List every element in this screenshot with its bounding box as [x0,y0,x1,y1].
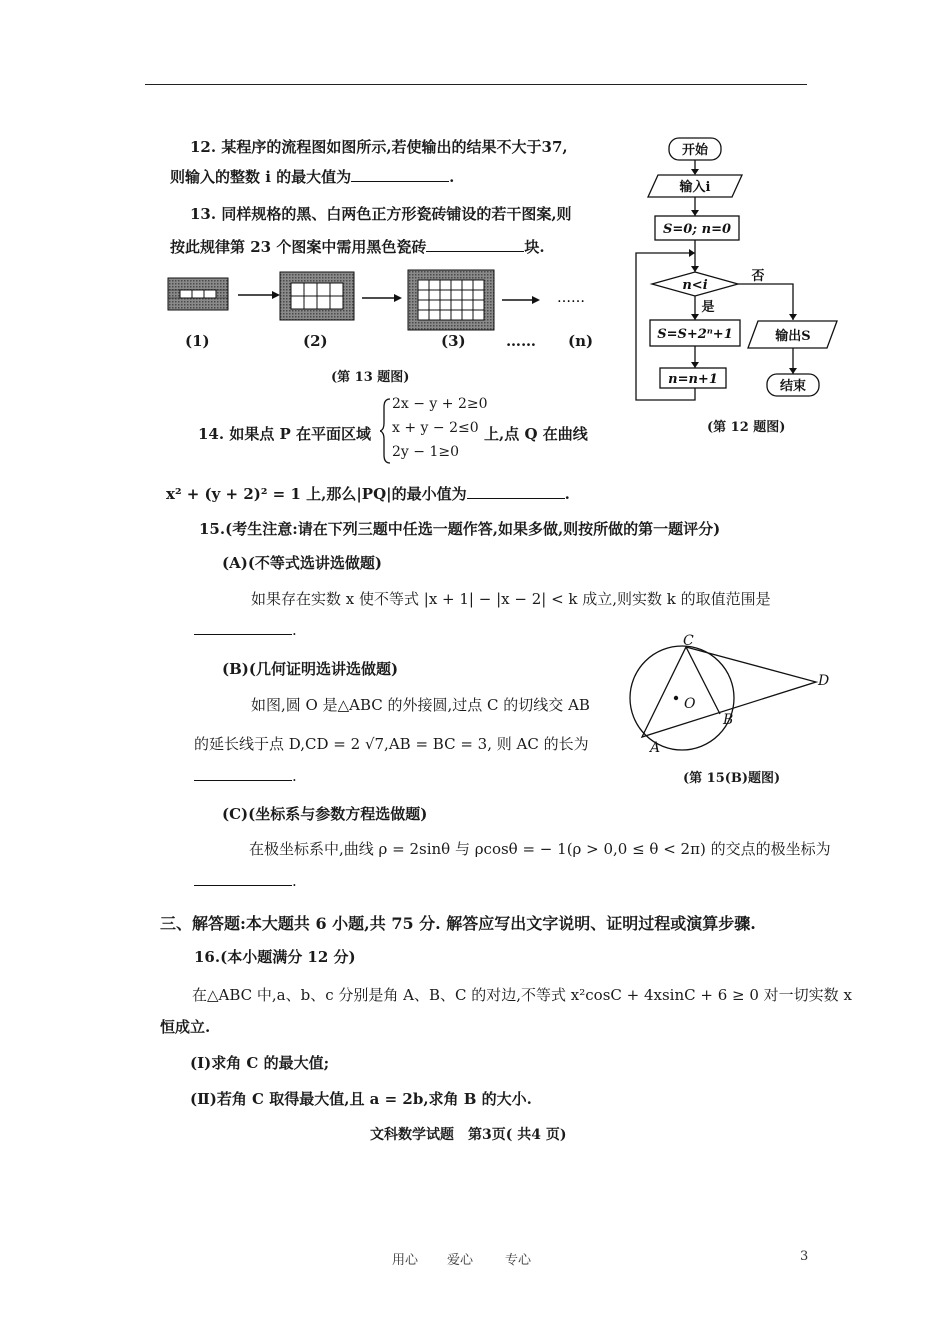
q15c-answer-blank[interactable] [194,871,292,886]
pattern-label-2: (2) [303,332,328,350]
q15b-title: (B)(几何证明选讲选做题) [222,660,399,678]
q13-end: 块. [524,238,545,256]
q16-title: 16.(本小题满分 12 分) [194,948,356,966]
q13-line1: 13. 同样规格的黑、白两色正方形瓷砖铺设的若干图案,则 [190,205,572,223]
pattern-label-3: (3) [441,332,466,350]
q15a-text: 如果存在实数 x 使不等式 |x + 1| − |x − 2| < k 成立,则实数 k 的取值范围是 [251,590,771,608]
q15b-period: . [292,767,297,785]
center-point [674,696,678,700]
arrow-2-head [394,294,402,302]
pattern-2 [280,272,354,320]
flow-output: 输出S [775,329,811,344]
flowchart-caption: (第 12 题图) [707,420,786,435]
flow-input: 输入i [679,180,711,195]
flow-init: S=0; n=0 [662,222,732,237]
q12-period: . [449,168,455,186]
q15a-title: (A)(不等式选讲选做题) [222,554,383,572]
flow-end: 结束 [779,379,807,394]
flowchart [628,128,848,410]
label-o: O [684,696,696,712]
label-b: B [723,712,734,728]
q14-ineq-2: x + y − 2≤0 [392,420,479,436]
q12-prompt: 则输入的整数 i 的最大值为 [170,168,352,186]
arrow-1-head [272,291,280,299]
footer-slogan-3: 专心 [505,1253,532,1268]
q12-line2 [170,166,454,187]
footer-slogan-1: 用心 [392,1253,419,1268]
q16-part1: (Ⅰ)求角 C 的最大值; [190,1054,330,1072]
q14-prompt: x² + (y + 2)² = 1 上,那么|PQ|的最小值为 [166,485,467,503]
q15b-text2: 的延长线于点 D,CD = 2 √7,AB = BC = 3, 则 AC 的长为 [194,735,589,753]
q14-period: . [564,485,570,503]
pattern-dots-2: …… [506,332,536,350]
circle-o [630,646,734,750]
footer-page-number: 3 [800,1249,809,1264]
flow-no: 否 [751,269,765,284]
q15b-answer [194,766,297,785]
q14-ineq-3: 2y − 1≥0 [392,444,459,460]
label-a: A [650,740,661,756]
q16-text1: 在△ABC 中,a、b、c 分别是角 A、B、C 的对边,不等式 x²cosC + 4xsinC + 6 ≥ 0 对一切实数 x [192,986,852,1004]
pattern-dots: …… [557,290,585,306]
q15a-answer-blank[interactable] [194,620,292,635]
q15b-text1: 如图,圆 O 是△ABC 的外接圆,过点 C 的切线交 AB [251,696,590,714]
q15b-answer-blank[interactable] [194,766,292,781]
pattern-3 [408,270,494,330]
q14-answer-blank[interactable] [467,484,565,499]
q12-answer-blank[interactable] [351,167,449,182]
q15a-answer [194,620,297,639]
section-3-heading: 三、解答题:本大题共 6 小题,共 75 分. 解答应写出文字说明、证明过程或演算步骤. [160,914,756,933]
label-d: D [818,673,830,689]
q16-text2: 恒成立. [160,1018,211,1036]
q15a-period: . [292,621,297,639]
flow-start: 开始 [681,143,709,158]
q16-part2: (Ⅱ)若角 C 取得最大值,且 a = 2b,求角 B 的大小. [190,1090,532,1108]
flow-update: S=S+2ⁿ+1 [657,327,733,342]
flow-yes: 是 [701,300,715,315]
pattern-label-n: (n) [568,332,594,350]
arrow-3-head [532,296,540,304]
q14-post: 上,点 Q 在曲线 [484,425,588,443]
q14-line2 [166,483,570,504]
q15c-answer [194,871,297,890]
footer-slogan-2: 爱心 [447,1253,474,1268]
q15c-period: . [292,872,297,890]
q13-line2 [170,236,545,257]
q15c-text: 在极坐标系中,曲线 ρ = 2sinθ 与 ρcosθ = − 1(ρ > 0,0 ≤ θ < 2π) 的交点的极坐标为 [249,840,831,858]
q15c-title: (C)(坐标系与参数方程选做题) [222,805,428,823]
q14-pre: 14. 如果点 P 在平面区域 [198,425,372,443]
q15-header: 15.(考生注意:请在下列三题中任选一题作答,如果多做,则按所做的第一题评分) [199,520,721,538]
q13-caption: (第 13 题图) [331,370,410,385]
header-rule [145,84,807,85]
flow-inc: n=n+1 [668,372,718,387]
label-c: C [683,633,694,649]
q13-prompt: 按此规律第 23 个图案中需用黑色瓷砖 [170,238,427,256]
q12-line1: 12. 某程序的流程图如图所示,若使输出的结果不大于37, [190,138,568,156]
q14-brace [380,397,392,465]
flow-cond: n<i [682,278,708,293]
q13-answer-blank[interactable] [426,237,524,252]
q14-ineq-1: 2x − y + 2≥0 [392,396,488,412]
pattern-1 [168,278,228,310]
page-label: 文科数学试题 第3页( 共4 页) [370,1127,567,1143]
circle-figure [622,632,842,756]
q15b-caption: (第 15(B)题图) [683,771,781,786]
pattern-label-1: (1) [185,332,210,350]
